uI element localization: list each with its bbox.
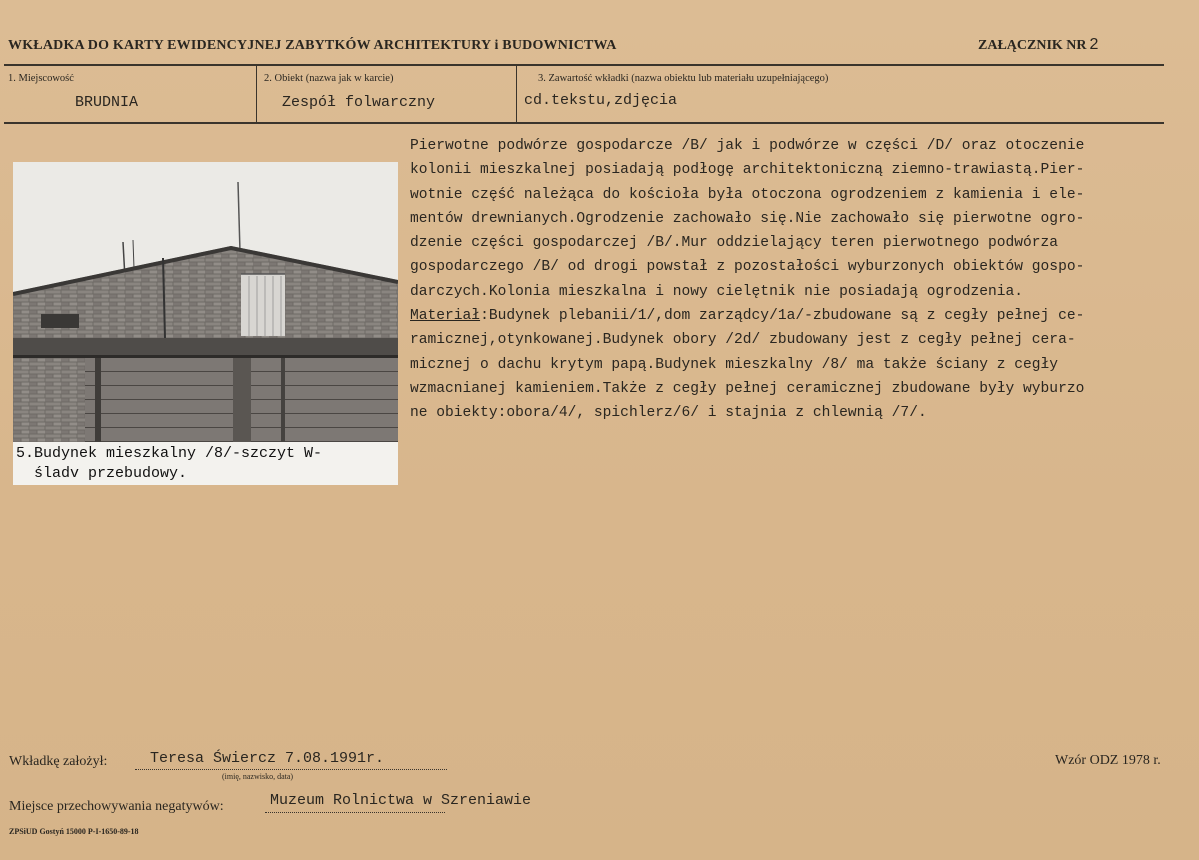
negatives-label: Miejsce przechowywania negatywów: (9, 799, 224, 814)
body-line: darczych.Kolonia mieszkalna i nowy cielętnik nie posiadają ogrodzenia. (410, 283, 1024, 300)
photo-caption (16, 444, 394, 484)
content-label: 3. Zawartość wkładki (nazwa obiektu lub materiału uzupełniającego) (538, 73, 829, 84)
description-text (410, 134, 1199, 426)
building-gable-image (13, 162, 398, 442)
body-line: :Budynek plebanii/1/,dom zarządcy/1a/-zbudowane są z cegły pełnej ce- (480, 308, 1085, 325)
body-line: ne obiekty:obora/4/, spichlerz/6/ i stajnia z chlewnią /7/. (410, 405, 927, 422)
field-divider-1 (256, 66, 257, 122)
place-label: 1. Miejscowość (8, 73, 74, 84)
negatives-value: Muzeum Rolnictwa w Szreniawie (270, 792, 532, 809)
building-photo (13, 162, 398, 442)
created-by-label: Wkładkę założył: (9, 754, 108, 769)
body-line: wzmacnianej kamieniem.Także z cegły pełnej ceramicznej zbudowane były wyburzo (410, 380, 1085, 397)
attachment-number-value: 2 (1089, 36, 1099, 53)
body-line: micznej o dachu krytym papą.Budynek mieszkalny /8/ ma także ściany z cegły (410, 356, 1059, 373)
object-label: 2. Obiekt (nazwa jak w karcie) (264, 73, 394, 84)
form-model: Wzór ODZ 1978 r. (1055, 753, 1161, 768)
attachment-label: ZAŁĄCZNIK NR (978, 38, 1087, 53)
body-line: gospodarczego /B/ od drogi powstał z pozostałości wyburzonych obiektów gospo- (410, 259, 1085, 276)
body-line: wotnie część należąca do kościoła była otoczona ogrodzeniem z kamienia i ele- (410, 186, 1085, 203)
body-line: ramicznej,otynkowanej.Budynek obory /2d/ zbudowany jest z cegły pełnej cera- (410, 332, 1076, 349)
photo-print (13, 162, 398, 485)
attachment-number (978, 36, 1098, 54)
field-divider-2 (516, 66, 517, 122)
printer-info: ZPSiUD Gostyń 15000 P-I-1650-89-18 (9, 827, 139, 836)
fields-rule (4, 122, 1164, 124)
content-value: cd.tekstu,zdjęcia (524, 92, 678, 109)
created-by-dotted-line (135, 769, 447, 770)
created-by-hint: (imię, nazwisko, data) (222, 772, 294, 781)
body-line: dzenie części gospodarczej /B/.Mur oddzielający teren pierwotnego podwórza (410, 235, 1059, 252)
body-line: Pierwotne podwórze gospodarcze /B/ jak i podwórze w części /D/ oraz otoczenie (410, 138, 1085, 154)
header-rule (4, 64, 1164, 66)
caption-line-1: 5.Budynek mieszkalny /8/-szczyt W- (16, 445, 323, 462)
form-title: WKŁADKA DO KARTY EWIDENCYJNEJ ZABYTKÓW ARCHITEKTURY i BUDOWNICTWA (8, 38, 617, 53)
negatives-dotted-line (265, 812, 445, 813)
created-by-value: Teresa Świercz 7.08.1991r. (150, 750, 385, 767)
body-line: kolonii mieszkalnej posiadają podłogę architektoniczną ziemno-trawiastą.Pier- (410, 162, 1085, 179)
object-value: Zespół folwarczny (282, 94, 436, 111)
material-heading: Materiał (410, 308, 481, 325)
body-line: mentów drewnianych.Ogrodzenie zachowało się.Nie zachowało się pierwotne ogro- (410, 210, 1085, 227)
caption-line-2: śladv przebudowy. (16, 465, 188, 482)
place-value: BRUDNIA (75, 94, 139, 111)
